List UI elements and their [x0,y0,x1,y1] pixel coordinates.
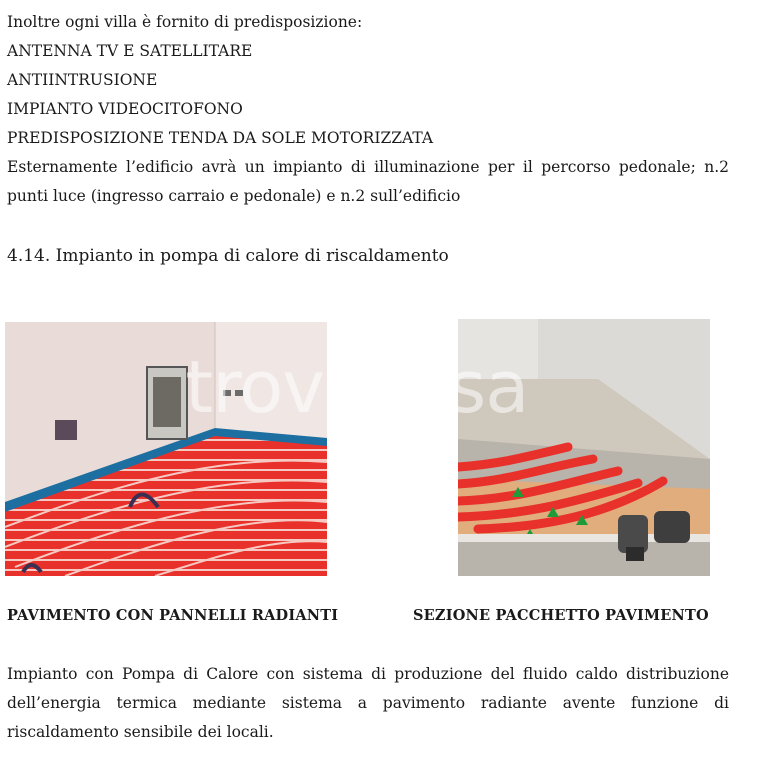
list-item: ANTENNA TV E SATELLITARE [7,42,253,60]
floor-section-photo [458,319,710,576]
list-item: IMPIANTO VIDEOCITOFONO [7,100,243,118]
radiant-floor-photo [5,322,327,576]
list-item: ANTIINTRUSIONE [7,71,158,89]
watermark: trovacasa [185,345,529,429]
floor-section-illustration [458,319,710,576]
body-text-line: dell’energia termica mediante sistema a pavimento radiante avente funzione di [7,694,729,712]
body-text-line: riscaldamento sensibile dei locali. [7,723,274,741]
list-item: PREDISPOSIZIONE TENDA DA SOLE MOTORIZZATA [7,129,434,147]
lighting-text-line: Esternamente l’edificio avrà un impianto di illuminazione per il percorso pedonale; n.2 [7,158,729,176]
lighting-text-line: punti luce (ingresso carraio e pedonale) e n.2 sull’edificio [7,187,461,205]
caption-right: SEZIONE PACCHETTO PAVIMENTO [413,607,709,624]
radiant-floor-illustration [5,322,327,576]
intro-text: Inoltre ogni villa è fornito di predisposizione: [7,13,363,31]
body-text-line: Impianto con Pompa di Calore con sistema di produzione del fluido caldo distribuzione [7,665,729,683]
section-heading: 4.14. Impianto in pompa di calore di riscaldamento [7,246,449,266]
caption-left: PAVIMENTO CON PANNELLI RADIANTI [7,607,339,624]
